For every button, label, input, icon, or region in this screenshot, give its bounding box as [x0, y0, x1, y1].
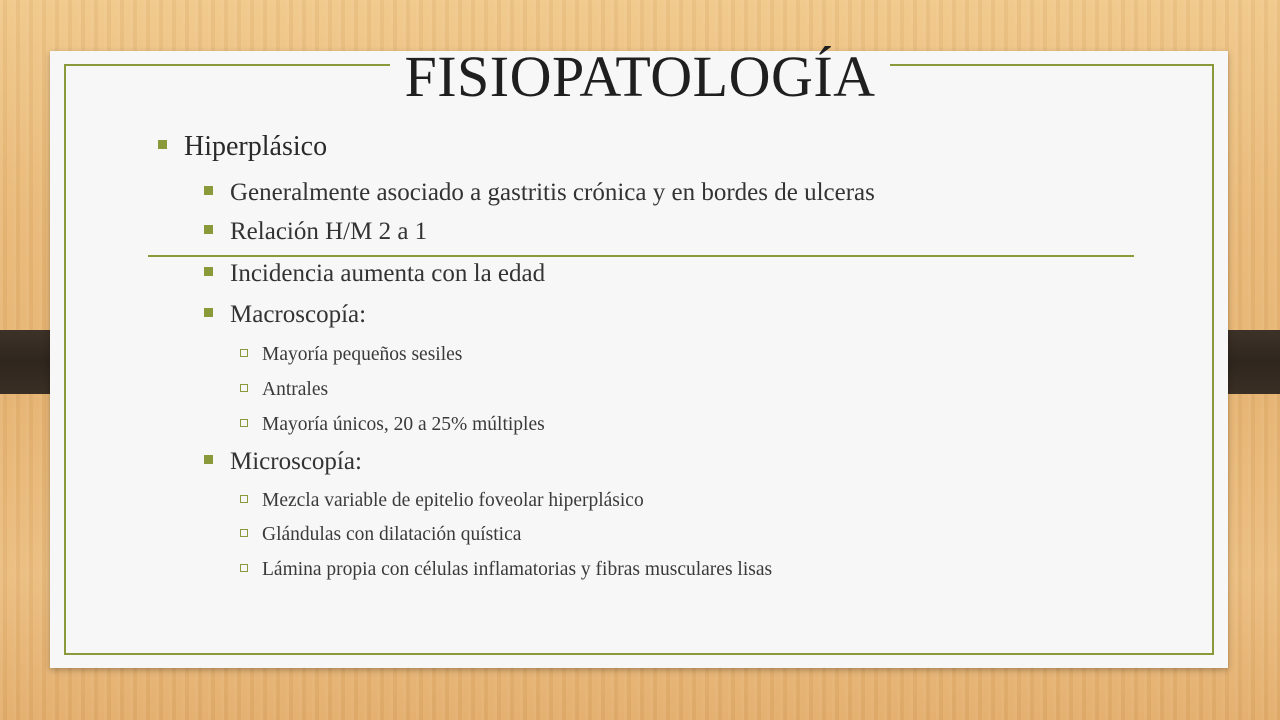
square-bullet-icon	[204, 186, 213, 195]
square-outline-bullet-icon	[240, 529, 248, 537]
bullet-microscopia	[204, 447, 362, 477]
square-outline-bullet-icon	[240, 349, 248, 357]
bullet-text: Incidencia aumenta con la edad	[230, 260, 546, 287]
bullet-text: Mayoría únicos, 20 a 25% múltiples	[262, 414, 545, 435]
bullet-relacion	[204, 217, 427, 247]
bullet-hiperplasico	[158, 131, 327, 163]
bullet-text: Hiperplásico	[184, 131, 328, 162]
square-outline-bullet-icon	[240, 384, 248, 392]
bullet-glandulas	[240, 523, 521, 547]
bullet-text: Antrales	[262, 379, 329, 400]
square-bullet-icon	[204, 267, 213, 276]
square-outline-bullet-icon	[240, 564, 248, 572]
bullet-lamina-propia	[240, 558, 772, 582]
square-bullet-icon	[204, 455, 213, 464]
square-outline-bullet-icon	[240, 495, 248, 503]
square-bullet-icon	[204, 308, 213, 317]
bullet-text: Lámina propia con células inflamatorias y fibras musculares lisas	[262, 559, 773, 580]
bullet-epitelio	[240, 489, 644, 513]
square-outline-bullet-icon	[240, 419, 248, 427]
bullet-text: Glándulas con dilatación quística	[262, 524, 522, 545]
bullet-antrales	[240, 378, 328, 402]
bullet-text: Mezcla variable de epitelio foveolar hiperplásico	[262, 490, 644, 511]
bullet-unicos	[240, 413, 545, 437]
bullet-gastritis	[204, 178, 875, 208]
bullet-text: Macroscopía:	[230, 301, 367, 328]
bullet-text: Mayoría pequeños sesiles	[262, 344, 463, 365]
bullet-incidencia	[204, 259, 545, 289]
square-bullet-icon	[204, 225, 213, 234]
bullet-text: Microscopía:	[230, 448, 362, 475]
bullet-pequenos-sesiles	[240, 343, 462, 367]
slide-title: FISIOPATOLOGÍA	[404, 44, 876, 109]
bullet-macroscopia	[204, 300, 366, 330]
bullet-text: Generalmente asociado a gastritis crónica y en bordes de ulceras	[230, 179, 875, 206]
square-bullet-icon	[158, 140, 167, 149]
bullet-text: Relación H/M 2 a 1	[230, 218, 428, 245]
